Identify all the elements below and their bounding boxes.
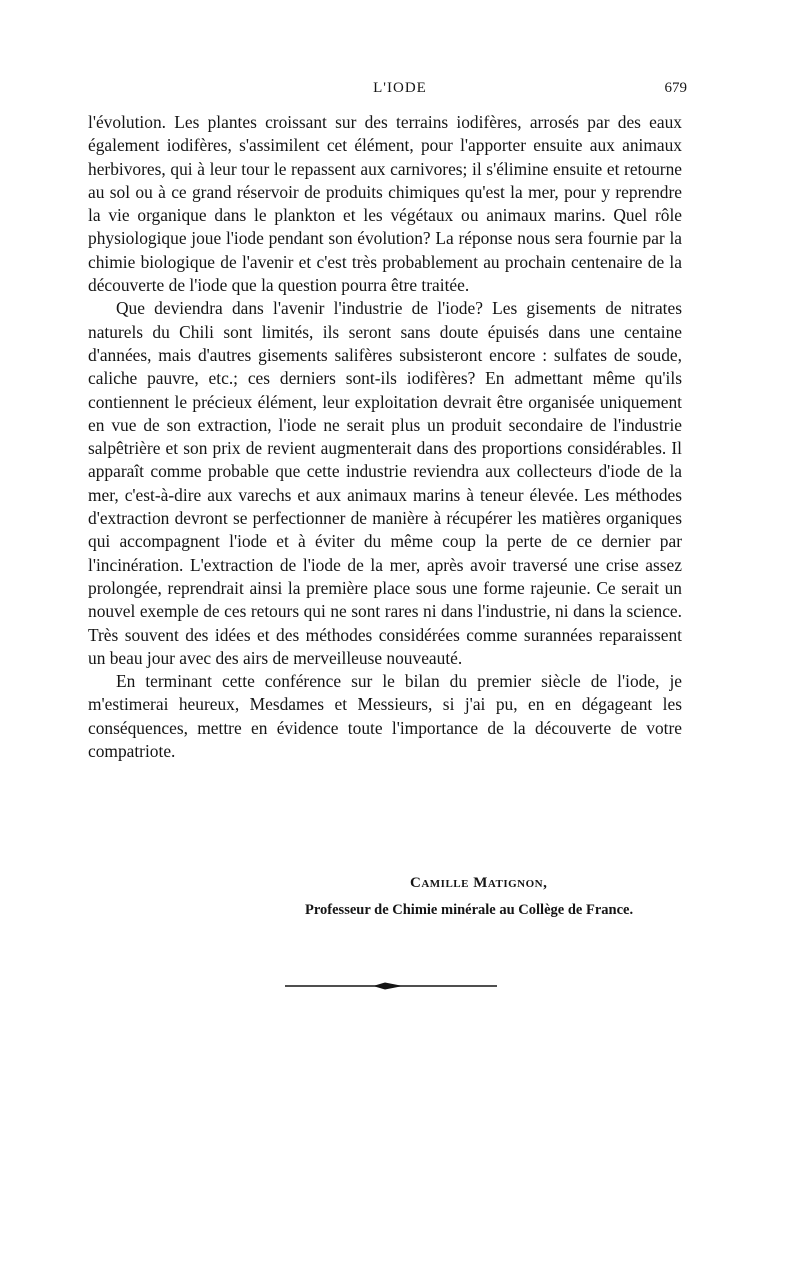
paragraph-continuation: l'évolution. Les plantes croissant sur des terrains iodifères, arrosés par des eaux également iodifères, s'assimilent cet élément, pour l'apporter ensuite aux animaux herbivores, qui à leur tour le repassent aux carnivores; il s'élimine ensuite et retourne au sol ou à ce grand réservoir de produits chimiques qu'est la mer, pour y reprendre la vie organique dans le plankton et les végétaux ou animaux marins. Quel rôle physiologique joue l'iode pendant son évolution? La réponse nous sera fournie par la chimie biologique de l'avenir et c'est très probablement au prochain centenaire de la découverte de l'iode que la question pourra être traitée.	[88, 112, 682, 296]
paragraph-industry-future: Que deviendra dans l'avenir l'industrie de l'iode? Les gisements de nitrates naturels du Chili sont limités, ils seront sans doute épuisés dans une centaine d'années, mais d'autres gisements salifères subsisteront encore : sulfates de soude, caliche pauvre, etc.; ces derniers sont-ils iodifères? En admettant même qu'ils contiennent le précieux élément, leur exploitation devrait être organisée uniquement en vue de son extraction, l'iode ne serait plus un produit secondaire de l'industrie salpêtrière et son prix de revient augmenterait dans des proportions considérables. Il apparaît comme probable que cette industrie reviendra aux collecteurs d'iode de la mer, c'est-à-dire aux varechs et aux animaux marins à teneur élevée. Les méthodes d'extraction devront se perfectionner de manière à récupérer les matières organiques qui accompagnent l'iode et à éviter du même coup la perte de ce dernier par l'incinération. L'extraction de l'iode de la mer, après avoir traversé une crise assez prolongée, reprendrait ainsi la première place sous une forme rajeunie. Ce serait un nouvel exemple de ces retours qui ne sont rares ni dans l'industrie, ni dans la science. Très souvent des idées et des méthodes considérées comme surannées reparaissent un beau jour avec des airs de merveilleuse nouveauté.	[88, 298, 682, 668]
running-title: L'IODE	[373, 80, 427, 96]
body-text	[88, 111, 682, 763]
end-ornament-rule	[285, 978, 497, 994]
paragraph-conclusion: En terminant cette conférence sur le bilan du premier siècle de l'iode, je m'estimerai heureux, Mesdames et Messieurs, si j'ai pu, en en dégageant les conséquences, mettre en évidence toute l'importance de la découverte de votre compatriote.	[88, 671, 682, 762]
signature-affiliation: Professeur de Chimie minérale au Collège de France.	[305, 902, 634, 918]
running-head	[0, 80, 800, 100]
page-number: 679	[664, 80, 687, 96]
signature-author: Camille Matignon,	[410, 875, 548, 891]
